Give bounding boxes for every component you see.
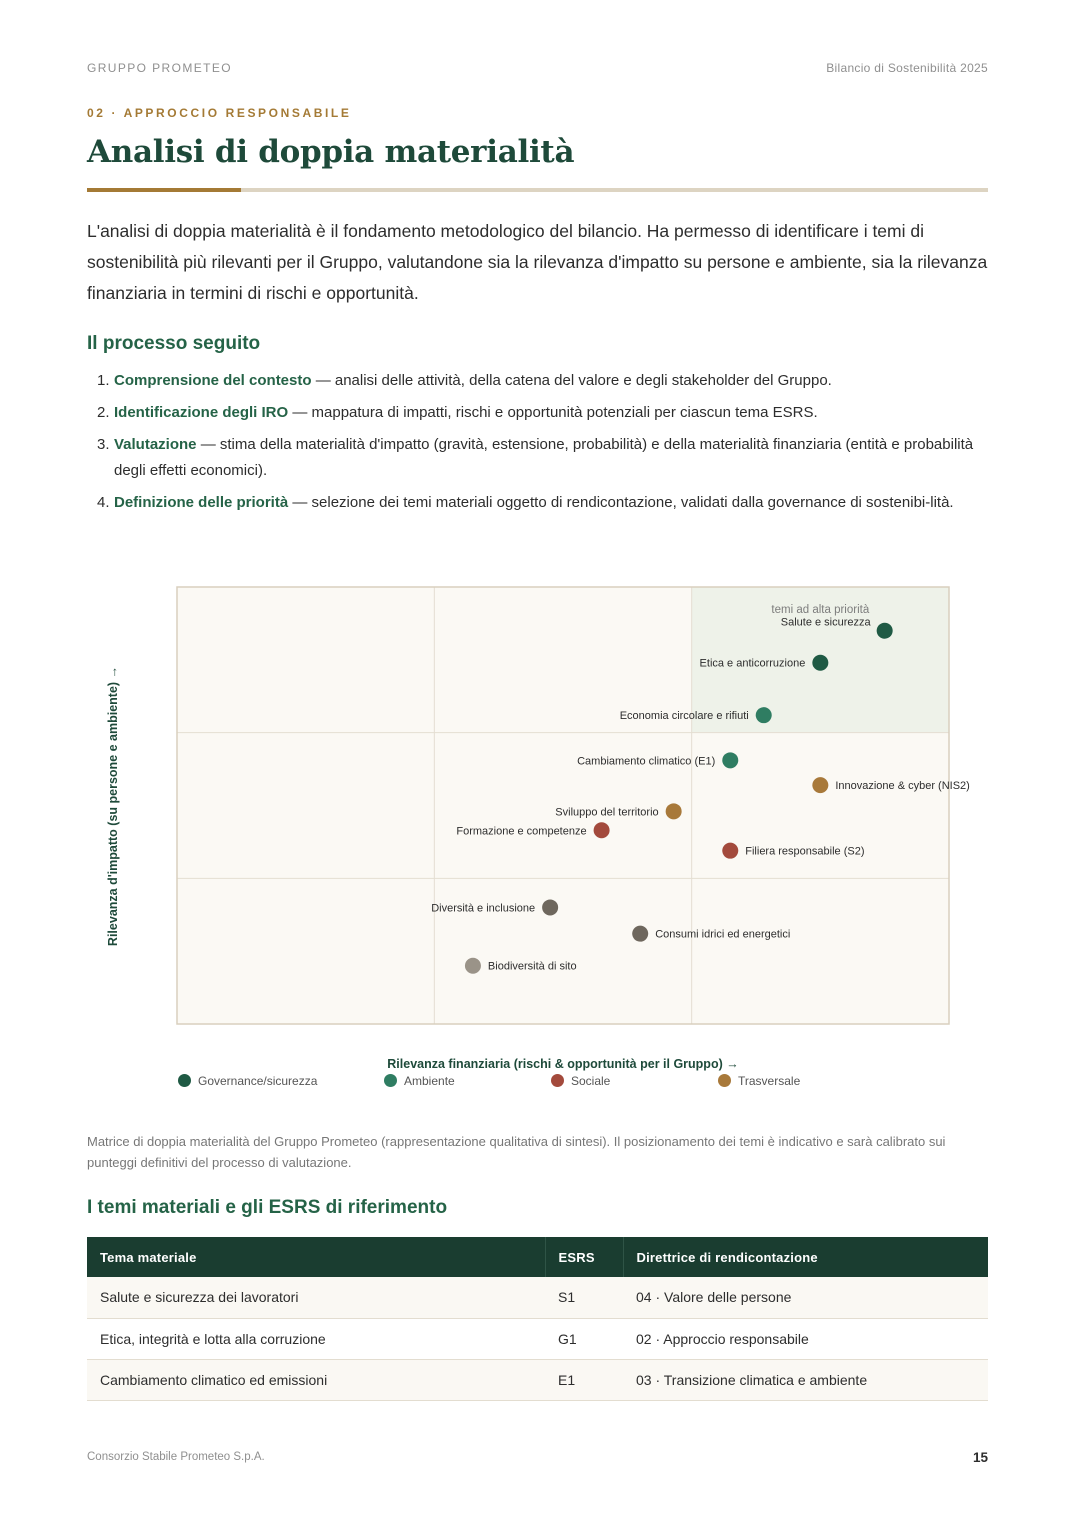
section-kicker: 02 · APPROCCIO RESPONSABILE xyxy=(87,106,352,120)
table-row xyxy=(87,1359,988,1400)
process-step xyxy=(87,368,988,394)
table-heading: I temi materiali e gli ESRS di riferimento xyxy=(87,1197,448,1218)
header-report-title: Bilancio di Sostenibilità 2025 xyxy=(826,61,988,75)
legend-dot xyxy=(178,1074,191,1087)
step-term: Identificazione degli IRO xyxy=(114,404,289,421)
process-steps xyxy=(87,368,988,522)
data-point-label: Filiera responsabile (S2) xyxy=(745,845,865,858)
table-row xyxy=(87,1318,988,1359)
legend-dot xyxy=(551,1074,564,1087)
data-point xyxy=(812,655,828,671)
data-point-label: Sviluppo del territorio xyxy=(555,806,659,819)
data-point xyxy=(594,822,610,838)
data-point xyxy=(877,623,893,639)
figure-caption: Matrice di doppia materialità del Gruppo Prometeo (rappresentazione qualitativa di sintesi). Il posizionamento dei temi è indicativo e sarà calibrato sui punteggi definitivi del processo di valutazione. xyxy=(87,1134,946,1170)
data-point xyxy=(722,752,738,768)
data-point-label: Formazione e competenze xyxy=(456,825,587,838)
data-point xyxy=(756,707,772,723)
column-header-direttrice: Direttrice di rendicontazione xyxy=(623,1237,988,1277)
step-number: 4. xyxy=(97,494,110,511)
process-step xyxy=(87,432,988,484)
step-number: 2. xyxy=(97,404,110,421)
step-term: Comprensione del contesto xyxy=(114,372,312,389)
step-term: Definizione delle priorità xyxy=(114,494,289,511)
high-priority-zone-label: temi ad alta priorità xyxy=(771,604,870,616)
legend-label: Sociale xyxy=(571,1074,611,1088)
step-text: — mappatura di impatti, rischi e opportunità potenziali per ciascun tema ESRS. xyxy=(288,404,818,421)
y-axis-title: Rilevanza d'impatto (su persone e ambiente) → xyxy=(106,665,120,947)
step-text: — analisi delle attività, della catena del valore e degli stakeholder del Gruppo. xyxy=(311,372,832,389)
data-point-label: Salute e sicurezza xyxy=(780,616,871,629)
cell-esrs: S1 xyxy=(545,1277,623,1318)
intro-paragraph: L'analisi di doppia materialità è il fondamento metodologico del bilancio. Ha permesso di identificare i temi di sostenibilità più rilevanti per il Gruppo, valutandone sia la rilevanza d'impatto su persone e ambiente, sia la rilevanza finanziaria in termini di rischi e opportunità. xyxy=(87,221,988,303)
running-header xyxy=(87,61,988,77)
chart-legend xyxy=(178,1074,958,1090)
process-step xyxy=(87,400,988,426)
legend-item-ambiente xyxy=(384,1074,455,1088)
cell-tema: Salute e sicurezza dei lavoratori xyxy=(87,1277,545,1318)
materiality-matrix xyxy=(176,586,970,1025)
cell-direttrice: 02 · Approccio responsabile xyxy=(623,1318,988,1359)
cell-esrs: G1 xyxy=(545,1318,623,1359)
data-point xyxy=(812,777,828,793)
footer-company: Consorzio Stabile Prometeo S.p.A. xyxy=(87,1451,265,1463)
cell-esrs: E1 xyxy=(545,1359,623,1400)
column-header-esrs: ESRS xyxy=(545,1237,623,1277)
data-point-label: Innovazione & cyber (NIS2) xyxy=(835,780,970,793)
data-point-label: Economia circolare e rifiuti xyxy=(619,710,749,723)
cell-direttrice: 03 · Transizione climatica e ambiente xyxy=(623,1359,988,1400)
data-point xyxy=(666,803,682,819)
data-point xyxy=(632,926,648,942)
legend-item-sociale xyxy=(551,1074,610,1088)
table-header-row xyxy=(87,1237,988,1277)
page-number: 15 xyxy=(972,1450,988,1465)
data-point-label: Biodiversità di sito xyxy=(487,960,577,973)
process-heading: Il processo seguito xyxy=(87,333,261,354)
data-point xyxy=(465,958,481,974)
header-org: GRUPPO PROMETEO xyxy=(87,61,233,75)
cell-tema: Etica, integrità e lotta alla corruzione xyxy=(87,1318,545,1359)
table-row xyxy=(87,1277,988,1318)
legend-label: Governance/sicurezza xyxy=(198,1074,318,1088)
data-point xyxy=(722,843,738,859)
cell-direttrice: 04 · Valore delle persone xyxy=(623,1277,988,1318)
x-axis-title: Rilevanza finanziaria (rischi & opportunità per il Gruppo) → xyxy=(387,1057,739,1071)
step-number: 3. xyxy=(97,436,110,453)
data-point-label: Cambiamento climatico (E1) xyxy=(577,755,716,768)
data-point-label: Etica e anticorruzione xyxy=(699,657,806,670)
data-point-label: Consumi idrici ed energetici xyxy=(655,928,791,941)
cell-tema: Cambiamento climatico ed emissioni xyxy=(87,1359,545,1400)
material-topics-table xyxy=(87,1237,988,1401)
legend-label: Ambiente xyxy=(404,1074,455,1088)
page-title: Analisi di doppia materialità xyxy=(87,134,575,170)
materiality-matrix-svg xyxy=(176,586,970,1025)
data-point xyxy=(542,899,558,915)
process-step xyxy=(87,490,988,516)
legend-item-governance xyxy=(178,1074,317,1088)
step-term: Valutazione xyxy=(114,436,197,453)
data-point-label: Diversità e inclusione xyxy=(431,902,536,915)
step-text: — stima della materialità d'impatto (gravità, estensione, probabilità) e della materialità finanziaria (entità e probabilità degli effetti economici). xyxy=(114,436,974,479)
legend-item-trasversale xyxy=(718,1074,800,1088)
legend-label: Trasversale xyxy=(738,1074,801,1088)
legend-dot xyxy=(384,1074,397,1087)
step-text: — selezione dei temi materiali oggetto di rendicontazione, validati dalla governance di sostenibi-lità. xyxy=(288,494,954,511)
step-number: 1. xyxy=(97,372,110,389)
legend-dot xyxy=(718,1074,731,1087)
title-rule-accent xyxy=(87,188,241,192)
column-header-tema: Tema materiale xyxy=(87,1237,545,1277)
